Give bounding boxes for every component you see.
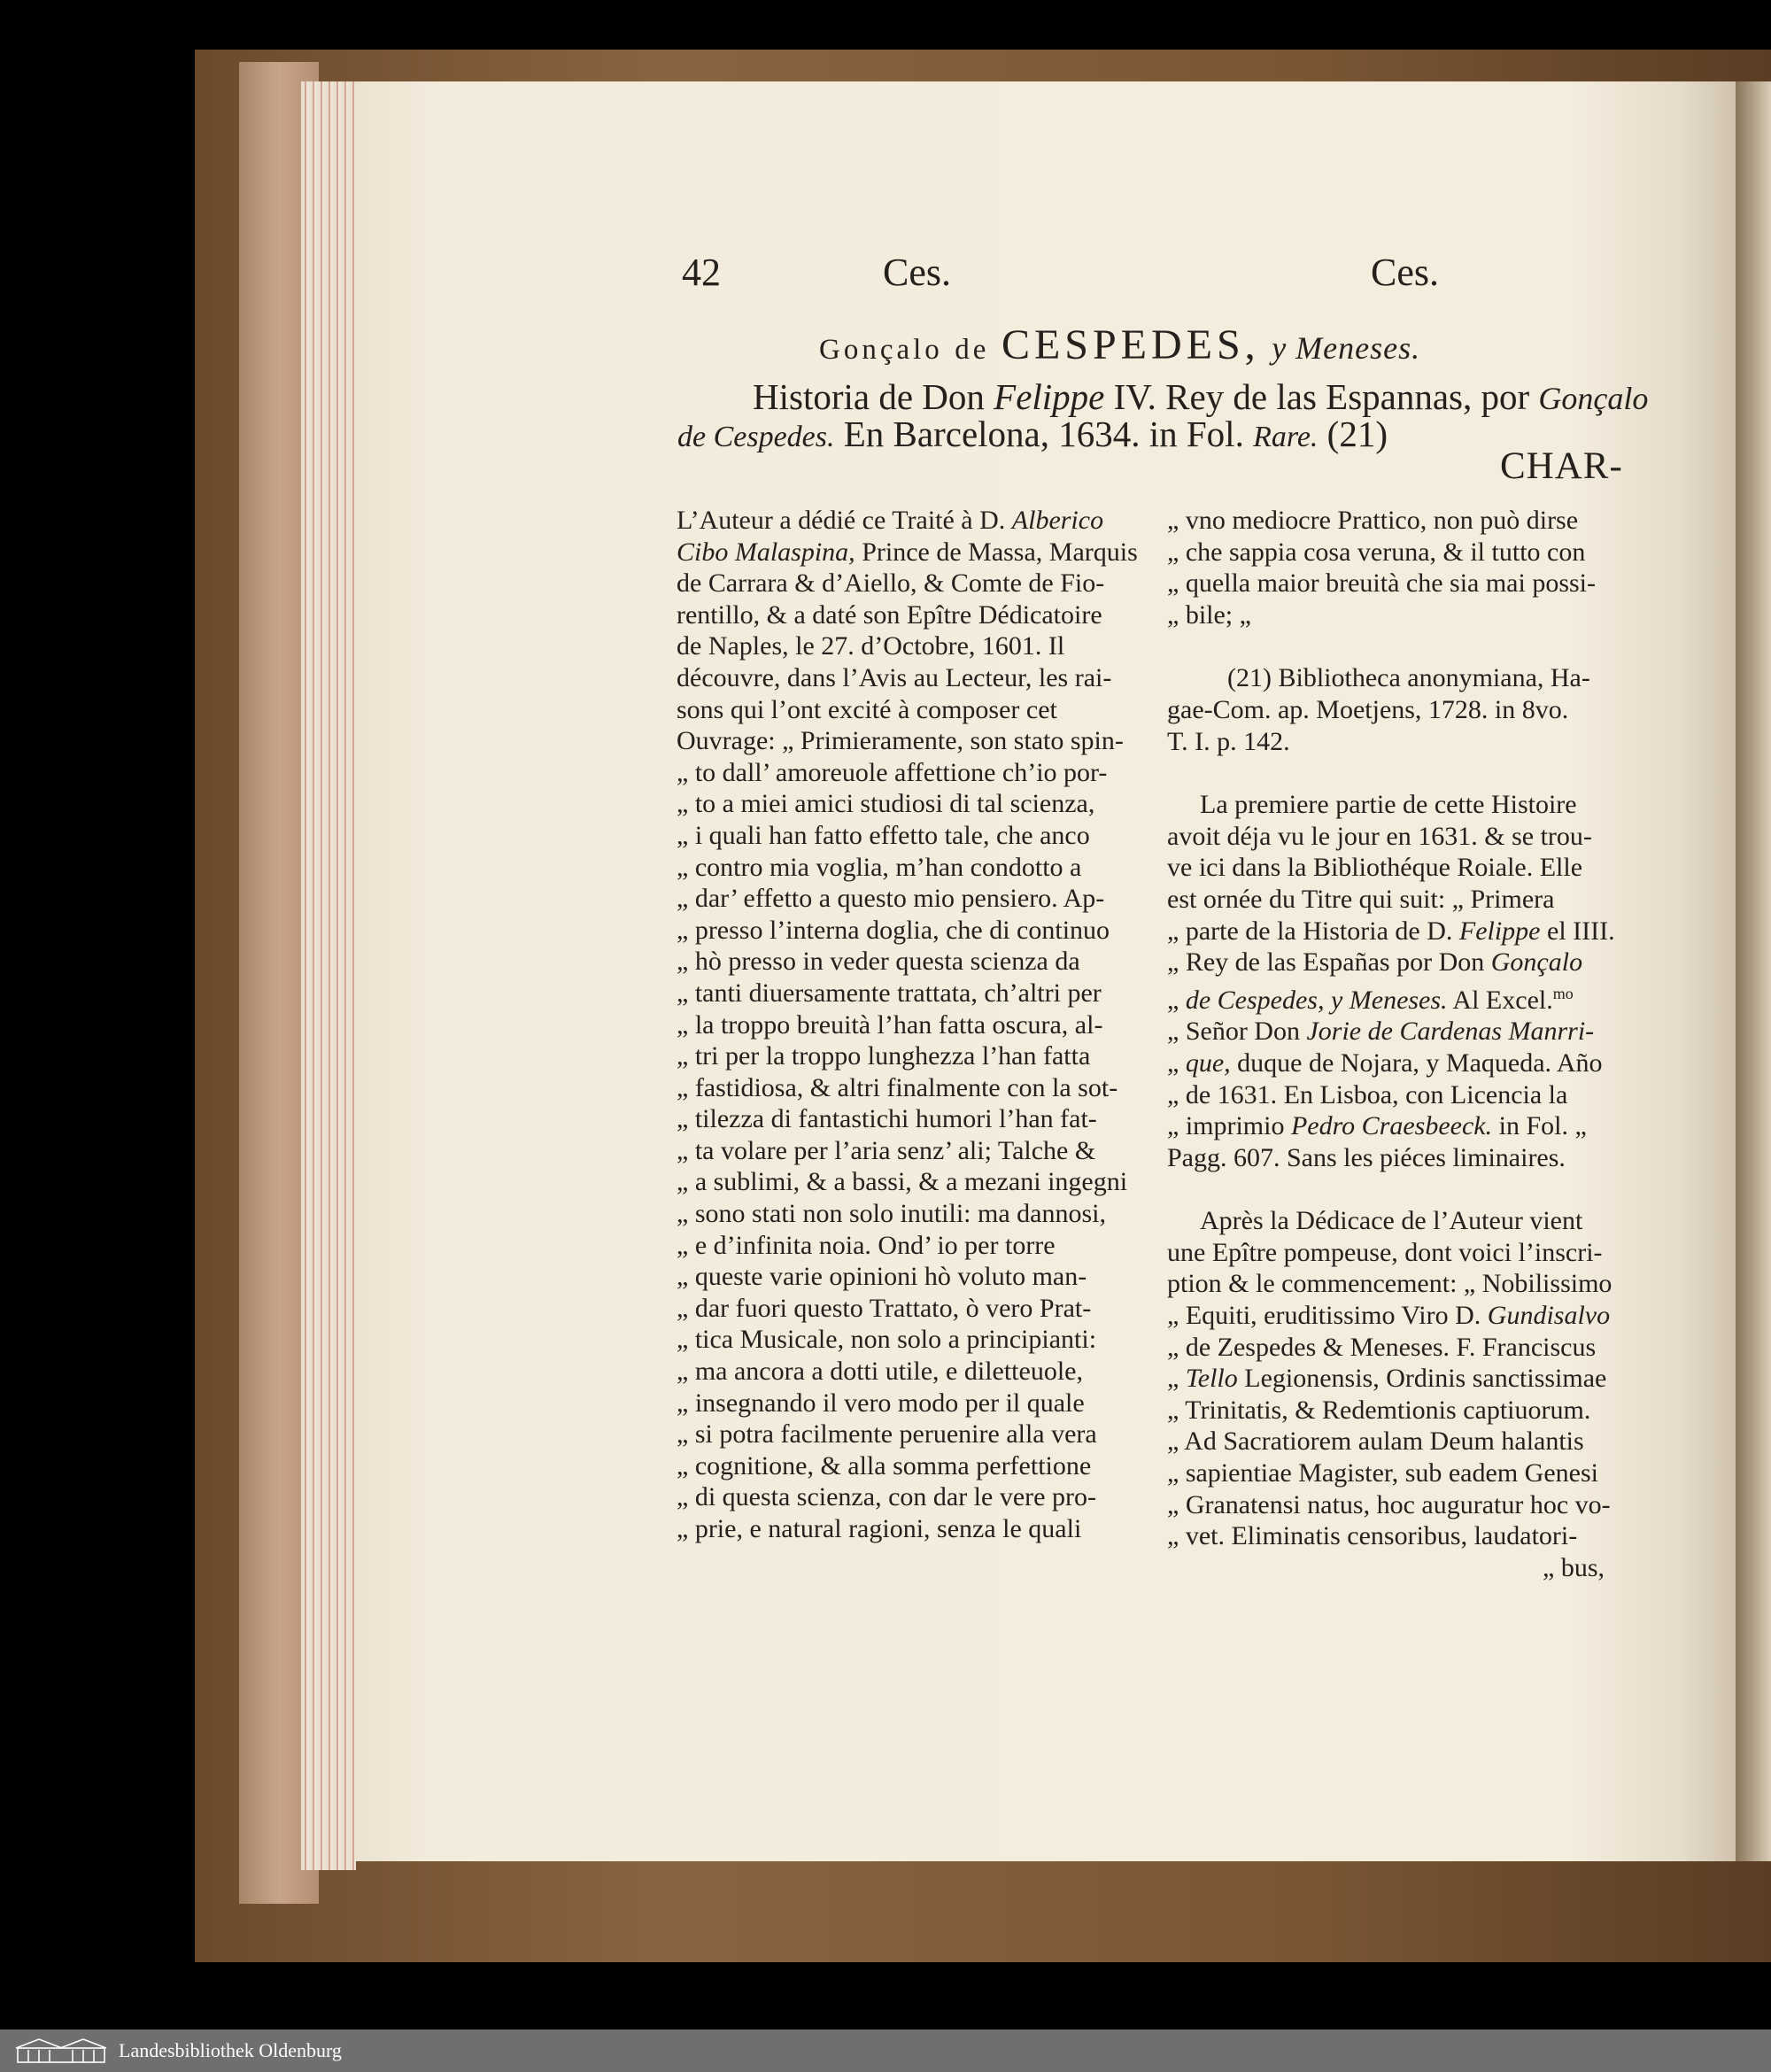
footnote-line: T. I. p. 142. xyxy=(1167,726,1290,756)
right-column-line: „ che sappia cosa veruna, & il tutto con xyxy=(1167,537,1586,567)
left-column-line: „ fastidiosa, & altri finalmente con la sot- xyxy=(677,1072,1118,1102)
book-title-line-1: Historia de Don Felippe IV. Rey de las Espannas, por Gonçalo xyxy=(753,376,1649,417)
right-column-line: „ Granatensi natus, hoc auguratur hoc vo- xyxy=(1167,1489,1611,1519)
right-column xyxy=(1167,505,1629,1583)
left-column-line: „ tica Musicale, non solo a principianti: xyxy=(677,1325,1097,1355)
right-column-line: „ Ad Sacratiorem aulam Deum halantis xyxy=(1167,1426,1584,1457)
right-column-line: une Epître pompeuse, dont voici l’inscri- xyxy=(1167,1237,1603,1267)
right-column-line: avoit déja vu le jour en 1631. & se trou- xyxy=(1167,821,1592,851)
right-column-line: „ imprimio Pedro Craesbeeck. in Fol. „ xyxy=(1167,1111,1587,1141)
left-column-line: „ ta volare per l’aria senz’ ali; Talche & xyxy=(677,1135,1096,1165)
right-column-line: ve ici dans la Bibliothéque Roiale. Elle xyxy=(1167,853,1583,883)
right-column-line: „ bile; „ xyxy=(1167,599,1251,630)
catchword-bottom: „ bus, xyxy=(1543,1552,1605,1582)
left-column-line: sons qui l’ont excité à composer cet xyxy=(677,694,1057,724)
left-column-line: „ i quali han fatto effetto tale, che anco xyxy=(677,820,1090,850)
right-column-line: „ de Zespedes & Meneses. F. Franciscus xyxy=(1167,1332,1597,1362)
left-column-line: „ presso l’interna doglia, che di continuo xyxy=(677,915,1110,945)
right-column-line: „ parte de la Historia de D. Felippe el IIII. xyxy=(1167,916,1615,946)
left-column-line: „ to dall’ amoreuole affettione ch’io por- xyxy=(677,757,1108,787)
right-column-line: „ Rey de las Españas por Don Gonçalo xyxy=(1167,947,1583,978)
right-column-line: „ Tello Legionensis, Ordinis sanctissimae xyxy=(1167,1364,1607,1394)
left-column-line: de Carrara & d’Aiello, & Comte de Fio- xyxy=(677,568,1105,599)
author-given-name: Gonçalo xyxy=(819,334,943,366)
author-particle: de xyxy=(955,334,990,366)
left-column-line: Cibo Malaspina, Prince de Massa, Marquis xyxy=(677,537,1138,567)
left-column-line: „ hò presso in veder questa scienza da xyxy=(677,947,1080,977)
right-column-line: „ de 1631. En Lisboa, con Licencia la xyxy=(1167,1079,1568,1109)
library-name: Landesbibliothek Oldenburg xyxy=(119,2039,342,2061)
right-column-line: Pagg. 607. Sans les piéces liminaires. xyxy=(1167,1142,1566,1172)
left-column xyxy=(677,505,1137,1545)
right-column-line: „ vno mediocre Prattico, non può dirse xyxy=(1167,506,1579,535)
catchword-top: CHAR- xyxy=(1500,445,1623,487)
left-column-line: „ contro mia voglia, m’han condotto a xyxy=(677,852,1082,882)
page-number: 42 xyxy=(682,251,721,294)
left-column-line: Ouvrage: „ Primieramente, son stato spin- xyxy=(677,726,1124,756)
left-column-line: „ tanti diuersamente trattata, ch’altri per xyxy=(677,978,1102,1008)
right-column-line: „ que, duque de Nojara, y Maqueda. Año xyxy=(1167,1048,1603,1078)
right-column-line: „ de Cespedes, y Meneses. Al Excel.$^{mo}$ xyxy=(1167,984,1574,1015)
right-column-line: „ Equiti, eruditissimo Viro D. Gundisalvo xyxy=(1167,1301,1611,1331)
left-column-line: „ e d’infinita noia. Ond’ io per torre xyxy=(677,1230,1056,1260)
author-surname: CESPEDES, xyxy=(1001,321,1260,368)
library-building-icon xyxy=(12,2036,110,2066)
left-column-line: „ dar fuori questo Trattato, ò vero Prat- xyxy=(677,1293,1092,1323)
running-head-left: Ces. xyxy=(883,251,951,294)
left-column-line: „ di questa scienza, con dar le vere pro- xyxy=(677,1482,1096,1512)
footnote-line: (21) Bibliotheca anonymiana, Ha- xyxy=(1227,663,1590,693)
right-column-line: Après la Dédicace de l’Auteur vient xyxy=(1200,1206,1583,1236)
left-column-line: „ a sublimi, & a bassi, & a mezani ingegni xyxy=(677,1167,1128,1197)
left-column-line: „ si potra facilmente peruenire alla vera xyxy=(677,1419,1097,1450)
right-column-line: „ sapientiae Magister, sub eadem Genesi xyxy=(1167,1458,1598,1488)
left-column-line: „ insegnando il vero modo per il quale xyxy=(677,1388,1085,1418)
right-column-line: „ quella maior breuità che sia mai possi- xyxy=(1167,568,1596,599)
left-column-line: „ prie, e natural ragioni, senza le quali xyxy=(677,1514,1082,1543)
right-column-line: „ Trinitatis, & Redemtionis captiuorum. xyxy=(1167,1395,1591,1425)
left-column-line: découvre, dans l’Avis au Lecteur, les rai- xyxy=(677,662,1112,692)
left-column-line: „ tri per la troppo lunghezza l’han fatta xyxy=(677,1041,1091,1071)
left-column-line: „ to a miei amici studiosi di tal scienza, xyxy=(677,789,1095,819)
library-footer-bar xyxy=(0,2029,1771,2072)
right-column-line: est ornée du Titre qui suit: „ Primera xyxy=(1167,884,1555,914)
right-column-line: La premiere partie de cette Histoire xyxy=(1200,790,1577,820)
left-column-line: „ sono stati non solo inutili: ma dannosi, xyxy=(677,1199,1106,1229)
page-edges xyxy=(301,81,356,1870)
left-column-line: „ la troppo breuità l’han fatta oscura, al- xyxy=(677,1009,1103,1040)
facing-page-edge xyxy=(1731,81,1771,1861)
left-column-line: rentillo, & a daté son Epître Dédicatoire xyxy=(677,599,1102,630)
left-column-line: L’Auteur a dédié ce Traité à D. Alberico xyxy=(677,506,1104,535)
left-column-line: de Naples, le 27. d’Octobre, 1601. Il xyxy=(677,631,1065,661)
right-column-line: ption & le commencement: „ Nobilissimo xyxy=(1167,1269,1612,1299)
author-suffix: y Meneses. xyxy=(1272,330,1421,366)
entry-heading xyxy=(819,321,1420,369)
running-head-right: Ces. xyxy=(1371,251,1439,294)
left-column-line: „ tilezza di fantastichi humori l’han fat- xyxy=(677,1104,1097,1134)
footnote-line: gae-Com. ap. Moetjens, 1728. in 8vo. xyxy=(1167,694,1569,724)
left-column-line: „ cognitione, & alla somma perfettione xyxy=(677,1450,1092,1481)
left-column-line: „ dar’ effetto a questo mio pensiero. Ap- xyxy=(677,884,1105,914)
right-column-line: „ Señor Don Jorie de Cardenas Manrri- xyxy=(1167,1017,1595,1047)
left-column-line: „ queste varie opinioni hò voluto man- xyxy=(677,1262,1087,1292)
right-column-line: „ vet. Eliminatis censoribus, laudatori- xyxy=(1167,1521,1578,1551)
left-column-line: „ ma ancora a dotti utile, e diletteuole, xyxy=(677,1357,1083,1387)
book-title-line-2: de Cespedes. En Barcelona, 1634. in Fol. Rare. (21) xyxy=(677,414,1388,454)
